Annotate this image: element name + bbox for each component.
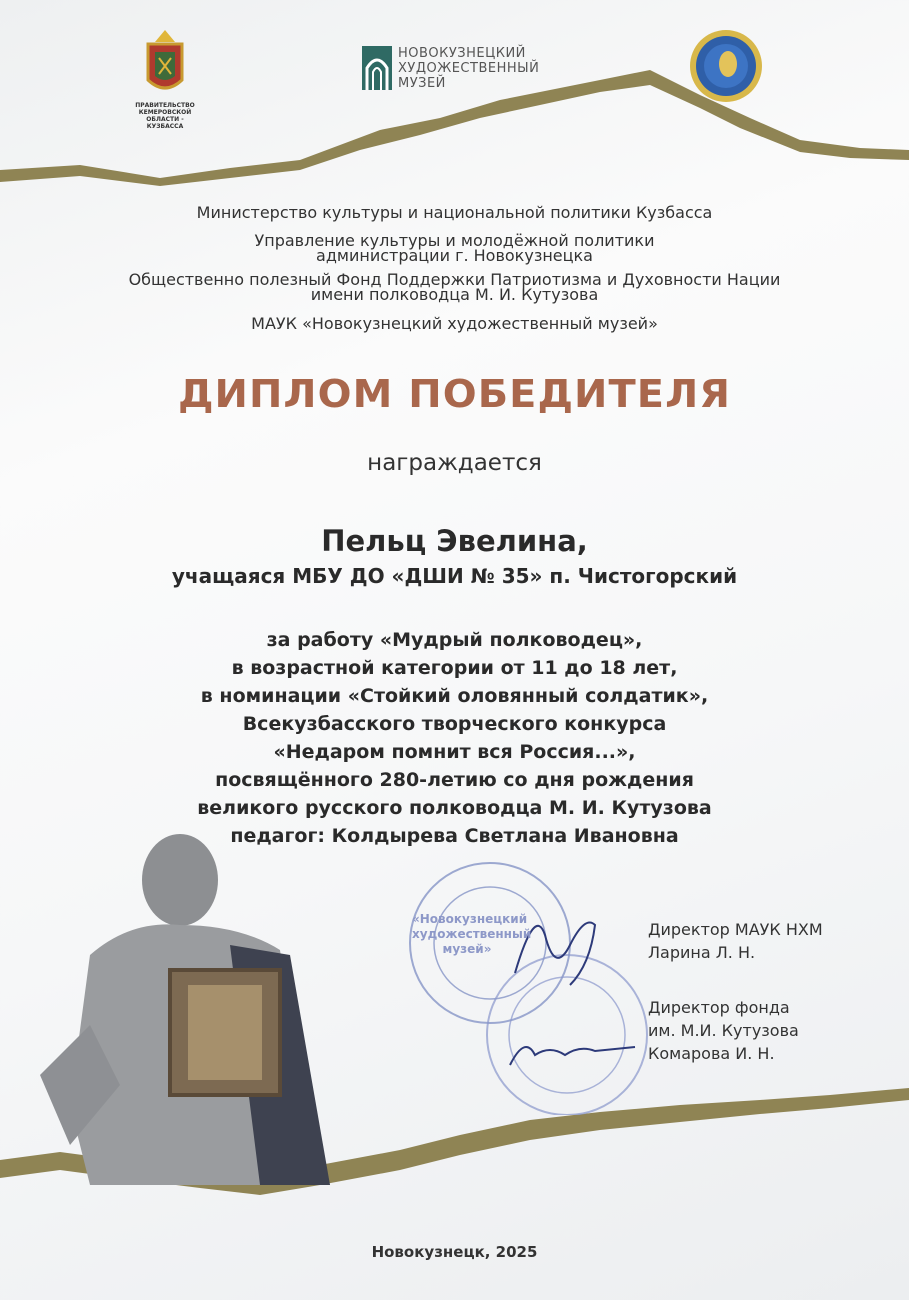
description-line: педагог: Колдырева Светлана Ивановна xyxy=(230,825,679,847)
organizers-list xyxy=(0,205,909,331)
organizer-line: администрации г. Новокузнецка xyxy=(316,246,593,265)
kutuzov-statue-image xyxy=(30,825,350,1205)
description-line: в возрастной категории от 11 до 18 лет, xyxy=(231,657,678,679)
signature-line: Директор фонда xyxy=(648,998,790,1017)
diploma-title: ДИПЛОМ ПОБЕДИТЕЛЯ xyxy=(177,372,732,416)
awarded-label: награждается xyxy=(367,450,542,476)
museum-name-line: МУЗЕЙ xyxy=(398,76,446,91)
organizer xyxy=(0,205,909,220)
organizer xyxy=(0,316,909,331)
caption-line: ПРАВИТЕЛЬСТВО xyxy=(135,102,195,109)
organizer-line: МАУК «Новокузнецкий художественный музей» xyxy=(251,314,658,333)
kutuzov-fund-emblem-icon xyxy=(688,28,764,104)
museum-name-line: ХУДОЖЕСТВЕННЫЙ xyxy=(398,61,540,76)
signature-line: Ларина Л. Н. xyxy=(648,943,756,962)
kuzbass-logo-caption xyxy=(130,102,200,130)
museum-arch-icon xyxy=(362,46,392,90)
description-line: в номинации «Стойкий оловянный солдатик», xyxy=(200,685,709,707)
place-and-year: Новокузнецк, 2025 xyxy=(371,1243,538,1261)
signature-komarova-icon xyxy=(510,1047,635,1065)
signature-line: Директор МАУК НХМ xyxy=(648,920,823,939)
description-line: «Недаром помнит вся Россия...», xyxy=(273,741,636,763)
caption-line: КЕМЕРОВСКОЙ ОБЛАСТИ - xyxy=(138,109,192,123)
fund-stamp-icon xyxy=(487,955,647,1115)
description-line: великого русского полководца М. И. Кутузова xyxy=(197,797,712,819)
signature-director-museum xyxy=(648,918,823,964)
organizer xyxy=(0,272,909,302)
caption-line: КУЗБАССА xyxy=(146,123,184,130)
description-line: посвящённого 280-летию со дня рождения xyxy=(215,769,694,791)
kuzbass-government-logo xyxy=(130,30,200,130)
signature-line: Комарова И. Н. xyxy=(648,1044,775,1063)
organizer-line: Управление культуры и молодёжной политики xyxy=(254,231,655,250)
signature-director-fund xyxy=(648,996,799,1065)
stamp-line: «Новокузнецкий xyxy=(412,912,528,926)
stamp-line: музей» xyxy=(442,942,492,956)
description-line: за работу «Мудрый полководец», xyxy=(266,629,643,651)
museum-logo xyxy=(362,46,539,91)
organizer-line: Министерство культуры и национальной политики Кузбасса xyxy=(196,203,713,222)
organizer xyxy=(0,233,909,263)
stamps xyxy=(405,855,665,1115)
museum-stamp-text xyxy=(412,912,532,957)
recipient-school: учащаяся МБУ ДО «ДШИ № 35» п. Чистогорский xyxy=(171,564,738,588)
award-description xyxy=(0,626,909,850)
signature-line: им. М.И. Кутузова xyxy=(648,1021,799,1040)
organizer-line: Общественно полезный Фонд Поддержки Патриотизма и Духовности Нации xyxy=(128,270,781,289)
recipient-name: Пельц Эвелина, xyxy=(321,524,588,558)
coat-of-arms-icon xyxy=(130,30,200,98)
museum-name-line: НОВОКУЗНЕЦКИЙ xyxy=(398,46,526,61)
stamp-line: художественный xyxy=(412,927,532,941)
organizer-line: имени полководца М. И. Кутузова xyxy=(310,285,599,304)
description-line: Всекузбасского творческого конкурса xyxy=(242,713,667,735)
